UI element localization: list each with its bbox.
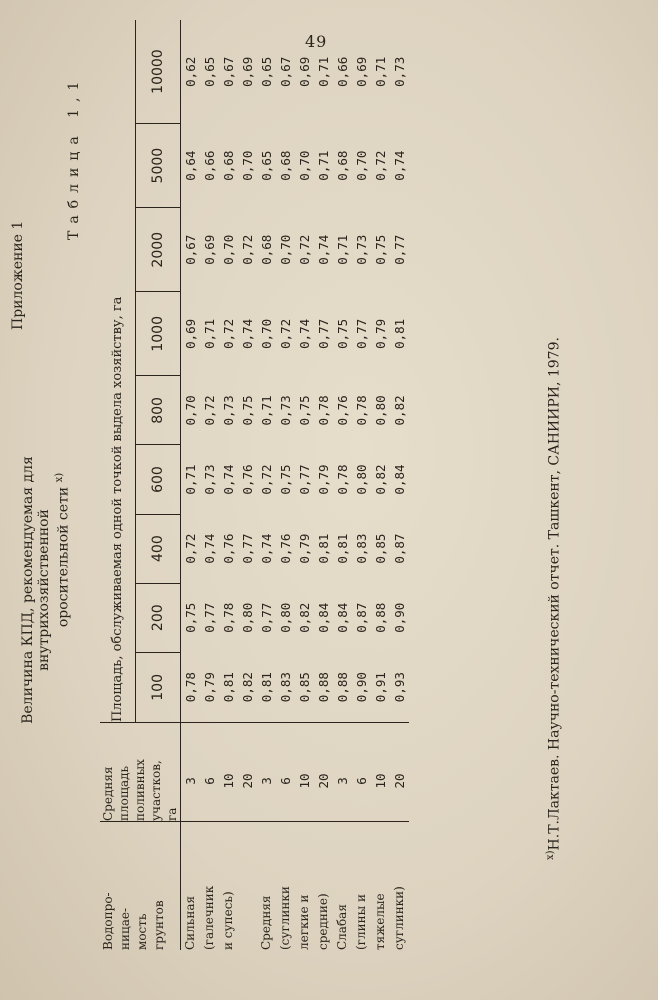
efficiency-value: 0,69 xyxy=(240,56,255,87)
area-cell xyxy=(181,723,258,822)
efficiency-value: 0,75 xyxy=(373,234,388,265)
efficiency-value: 0,80 xyxy=(354,464,369,495)
efficiency-value: 0,81 xyxy=(316,533,331,564)
efficiency-value: 0,85 xyxy=(373,533,388,564)
value-column-cell xyxy=(181,652,258,722)
soil-group-row xyxy=(257,20,333,950)
area-value: 3 xyxy=(183,777,198,785)
column-header: 2000 xyxy=(136,208,181,292)
efficiency-value: 0,66 xyxy=(335,56,350,87)
efficiency-value: 0,77 xyxy=(297,464,312,495)
efficiency-value: 0,88 xyxy=(316,672,331,703)
value-column-cell xyxy=(333,208,409,292)
efficiency-value: 0,80 xyxy=(240,602,255,633)
value-column-cell xyxy=(257,514,333,583)
value-column-cell xyxy=(257,20,333,124)
area-line: Средняя xyxy=(101,766,115,821)
efficiency-value: 0,71 xyxy=(259,395,274,426)
value-column-cell xyxy=(181,208,258,292)
efficiency-value: 0,66 xyxy=(202,150,217,181)
efficiency-value: 0,75 xyxy=(278,464,293,495)
efficiency-value: 0,84 xyxy=(335,602,350,633)
efficiency-value: 0,80 xyxy=(373,395,388,426)
efficiency-value: 0,90 xyxy=(354,672,369,703)
efficiency-value: 0,76 xyxy=(221,533,236,564)
efficiency-value: 0,71 xyxy=(373,56,388,87)
column-header: 400 xyxy=(136,514,181,583)
efficiency-value: 0,79 xyxy=(316,464,331,495)
value-column-cell xyxy=(333,514,409,583)
efficiency-value: 0,78 xyxy=(183,672,198,703)
efficiency-value: 0,74 xyxy=(259,533,274,564)
efficiency-value: 0,75 xyxy=(335,318,350,349)
efficiency-value: 0,72 xyxy=(202,395,217,426)
footnote-text: Н.Т.Лактаев. Научно-технический отчет. Ташкент, САНИИРИ, 1979. xyxy=(546,337,563,851)
footnote xyxy=(545,337,563,860)
efficiency-value: 0,74 xyxy=(392,150,407,181)
efficiency-value: 0,73 xyxy=(278,395,293,426)
column-header: 1000 xyxy=(136,292,181,376)
efficiency-value: 0,82 xyxy=(392,395,407,426)
efficiency-value: 0,72 xyxy=(278,318,293,349)
efficiency-table xyxy=(100,20,409,950)
area-value: 6 xyxy=(278,777,293,785)
soil-group-row xyxy=(333,20,409,950)
efficiency-value: 0,81 xyxy=(221,672,236,703)
table-body xyxy=(181,20,410,950)
efficiency-value: 0,77 xyxy=(354,318,369,349)
efficiency-value: 0,77 xyxy=(259,602,274,633)
efficiency-value: 0,72 xyxy=(373,150,388,181)
efficiency-value: 0,68 xyxy=(335,150,350,181)
value-column-cell xyxy=(333,20,409,124)
value-column-cell xyxy=(181,514,258,583)
caption-line-2: оросительной сети $^{х)}$ xyxy=(54,472,72,628)
column-header: 10000 xyxy=(136,20,181,124)
efficiency-value: 0,83 xyxy=(278,672,293,703)
efficiency-value: 0,70 xyxy=(240,150,255,181)
soil-type-line: тяжелые xyxy=(373,893,387,950)
value-column-cell xyxy=(333,583,409,652)
efficiency-value: 0,91 xyxy=(373,672,388,703)
efficiency-value: 0,74 xyxy=(240,318,255,349)
efficiency-value: 0,81 xyxy=(392,318,407,349)
value-column-cell xyxy=(257,292,333,376)
value-column-cell xyxy=(181,292,258,376)
efficiency-value: 0,69 xyxy=(354,56,369,87)
efficiency-value: 0,78 xyxy=(316,395,331,426)
caption-line-1: Величина КПД, рекомендуемая для внутрихозяйственной xyxy=(20,456,52,724)
efficiency-value: 0,83 xyxy=(354,533,369,564)
efficiency-value: 0,79 xyxy=(297,533,312,564)
header-soil-permeability xyxy=(100,822,181,951)
header-served-area: Площадь, обслуживаемая одной точкой выдела хозяйству, га xyxy=(100,20,136,723)
efficiency-value: 0,70 xyxy=(278,234,293,265)
soil-type-cell xyxy=(257,822,333,951)
efficiency-value: 0,78 xyxy=(335,464,350,495)
efficiency-value: 0,90 xyxy=(392,602,407,633)
efficiency-value: 0,65 xyxy=(259,150,274,181)
rotated-content xyxy=(0,20,658,980)
value-column-cell xyxy=(181,124,258,208)
soil-type-cell xyxy=(181,822,258,951)
efficiency-value: 0,81 xyxy=(335,533,350,564)
efficiency-value: 0,76 xyxy=(278,533,293,564)
efficiency-value: 0,84 xyxy=(316,602,331,633)
efficiency-value: 0,82 xyxy=(297,602,312,633)
soil-line: грунтов xyxy=(152,900,166,950)
caption-footnote-mark: х) xyxy=(54,472,65,483)
area-line: площадь xyxy=(117,765,131,821)
area-line: га xyxy=(165,807,179,821)
page-number: 49 xyxy=(305,32,328,51)
efficiency-value: 0,73 xyxy=(392,56,407,87)
efficiency-value: 0,84 xyxy=(392,464,407,495)
efficiency-value: 0,70 xyxy=(221,234,236,265)
column-header: 5000 xyxy=(136,124,181,208)
value-column-cell xyxy=(257,376,333,445)
area-value: 6 xyxy=(202,777,217,785)
efficiency-value: 0,73 xyxy=(354,234,369,265)
efficiency-value: 0,72 xyxy=(259,464,274,495)
efficiency-value: 0,77 xyxy=(202,602,217,633)
area-value: 20 xyxy=(240,773,255,789)
column-header: 600 xyxy=(136,445,181,514)
value-column-cell xyxy=(333,445,409,514)
efficiency-value: 0,72 xyxy=(240,234,255,265)
efficiency-value: 0,78 xyxy=(221,602,236,633)
efficiency-value: 0,70 xyxy=(297,150,312,181)
efficiency-value: 0,72 xyxy=(183,533,198,564)
efficiency-value: 0,81 xyxy=(259,672,274,703)
efficiency-value: 0,79 xyxy=(373,318,388,349)
soil-type-line: Сильная xyxy=(183,895,197,950)
area-value: 3 xyxy=(335,777,350,785)
area-line: участков, xyxy=(149,760,163,821)
area-cell xyxy=(333,723,409,822)
soil-line: мость xyxy=(135,913,149,950)
efficiency-value: 0,71 xyxy=(202,318,217,349)
column-header: 200 xyxy=(136,583,181,652)
area-value: 10 xyxy=(221,773,236,789)
efficiency-value: 0,75 xyxy=(183,602,198,633)
efficiency-value: 0,65 xyxy=(259,56,274,87)
value-column-cell xyxy=(257,445,333,514)
efficiency-value: 0,77 xyxy=(316,318,331,349)
efficiency-value: 0,74 xyxy=(202,533,217,564)
efficiency-value: 0,70 xyxy=(259,318,274,349)
area-value: 6 xyxy=(354,777,369,785)
efficiency-value: 0,73 xyxy=(221,395,236,426)
efficiency-value: 0,82 xyxy=(240,672,255,703)
soil-type-line: и супесь) xyxy=(221,891,235,950)
value-column-cell xyxy=(257,124,333,208)
efficiency-value: 0,72 xyxy=(297,234,312,265)
value-column-cell xyxy=(181,583,258,652)
efficiency-value: 0,68 xyxy=(221,150,236,181)
area-value: 3 xyxy=(259,777,274,785)
footnote-mark: х) xyxy=(545,850,556,860)
efficiency-value: 0,62 xyxy=(183,56,198,87)
efficiency-value: 0,87 xyxy=(392,533,407,564)
soil-type-line: Слабая xyxy=(335,904,349,950)
value-column-cell xyxy=(181,376,258,445)
column-header: 800 xyxy=(136,376,181,445)
efficiency-value: 0,64 xyxy=(183,150,198,181)
soil-type-line: суглинки) xyxy=(392,886,406,950)
efficiency-value: 0,73 xyxy=(202,464,217,495)
efficiency-value: 0,78 xyxy=(354,395,369,426)
table-number: Таблица 1,1 xyxy=(66,74,82,240)
appendix-label: Приложение 1 xyxy=(10,220,26,330)
efficiency-value: 0,71 xyxy=(335,234,350,265)
efficiency-value: 0,87 xyxy=(354,602,369,633)
efficiency-value: 0,85 xyxy=(297,672,312,703)
value-column-cell xyxy=(333,376,409,445)
value-column-cell xyxy=(257,208,333,292)
efficiency-value: 0,82 xyxy=(373,464,388,495)
soil-group-row xyxy=(181,20,258,950)
efficiency-value: 0,74 xyxy=(316,234,331,265)
efficiency-value: 0,76 xyxy=(240,464,255,495)
area-value: 20 xyxy=(392,773,407,789)
efficiency-value: 0,88 xyxy=(373,602,388,633)
area-value: 10 xyxy=(373,773,388,789)
value-column-cell xyxy=(257,652,333,722)
column-header: 100 xyxy=(136,652,181,722)
efficiency-value: 0,68 xyxy=(278,150,293,181)
efficiency-value: 0,68 xyxy=(259,234,274,265)
value-column-cell xyxy=(181,445,258,514)
soil-type-line: легкие и xyxy=(297,894,311,950)
header-average-area xyxy=(100,723,181,822)
efficiency-value: 0,69 xyxy=(202,234,217,265)
area-cell xyxy=(257,723,333,822)
efficiency-value: 0,75 xyxy=(297,395,312,426)
efficiency-value: 0,74 xyxy=(297,318,312,349)
efficiency-value: 0,79 xyxy=(202,672,217,703)
efficiency-value: 0,77 xyxy=(392,234,407,265)
efficiency-value: 0,80 xyxy=(278,602,293,633)
efficiency-value: 0,65 xyxy=(202,56,217,87)
soil-type-line: Средняя xyxy=(259,895,273,950)
soil-type-line: средние) xyxy=(316,893,330,950)
efficiency-value: 0,93 xyxy=(392,672,407,703)
efficiency-value: 0,70 xyxy=(354,150,369,181)
value-column-cell xyxy=(333,292,409,376)
efficiency-value: 0,67 xyxy=(278,56,293,87)
efficiency-value: 0,76 xyxy=(335,395,350,426)
table-caption xyxy=(20,380,72,800)
efficiency-value: 0,69 xyxy=(297,56,312,87)
efficiency-value: 0,71 xyxy=(316,150,331,181)
efficiency-value: 0,70 xyxy=(183,395,198,426)
soil-type-line: (галечник xyxy=(202,885,216,950)
area-line: поливных xyxy=(133,759,147,821)
efficiency-value: 0,72 xyxy=(221,318,236,349)
area-value: 20 xyxy=(316,773,331,789)
efficiency-value: 0,74 xyxy=(221,464,236,495)
value-column-cell xyxy=(333,124,409,208)
efficiency-value: 0,71 xyxy=(183,464,198,495)
value-column-cell xyxy=(257,583,333,652)
value-column-cell xyxy=(181,20,258,124)
area-value: 10 xyxy=(297,773,312,789)
soil-type-line: (глины и xyxy=(354,894,368,950)
value-column-cell xyxy=(333,652,409,722)
efficiency-value: 0,77 xyxy=(240,533,255,564)
soil-type-line: (суглинки xyxy=(278,886,292,950)
efficiency-value: 0,69 xyxy=(183,318,198,349)
efficiency-value: 0,67 xyxy=(221,56,236,87)
efficiency-value: 0,88 xyxy=(335,672,350,703)
soil-line: ницае- xyxy=(118,907,132,950)
soil-line: Водопро- xyxy=(101,892,115,950)
efficiency-value: 0,71 xyxy=(316,56,331,87)
soil-type-cell xyxy=(333,822,409,951)
efficiency-value: 0,67 xyxy=(183,234,198,265)
efficiency-value: 0,75 xyxy=(240,395,255,426)
